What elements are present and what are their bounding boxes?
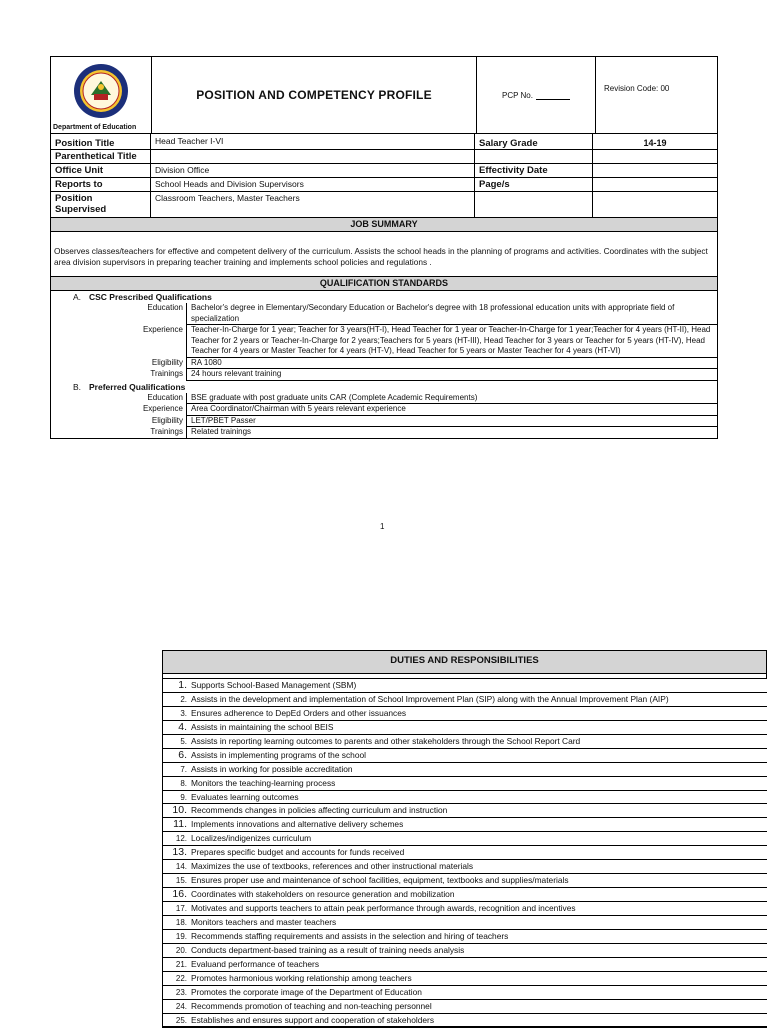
qualification-standards-heading: QUALIFICATION STANDARDS: [51, 277, 717, 291]
qualification-value: Area Coordinator/Chairman with 5 years relevant experience: [187, 404, 717, 416]
duty-number: 13.: [172, 846, 187, 859]
pcp-label: PCP No.: [502, 90, 533, 100]
duty-number: 10.: [172, 804, 187, 817]
salary-grade-label: Salary Grade: [475, 134, 593, 150]
duty-row: [163, 930, 767, 944]
duty-row: [163, 707, 767, 721]
csc-letter: A.: [73, 292, 82, 302]
qualification-key: Trainings: [51, 369, 187, 381]
duty-text: Recommends promotion of teaching and non-teaching personnel: [191, 1000, 432, 1011]
qualification-value: RA 1080: [187, 358, 717, 370]
parenthetical-title-label: Parenthetical Title: [51, 150, 151, 164]
duty-number: 11.: [173, 818, 187, 831]
deped-logo-cell: [51, 57, 152, 133]
empty-cell: [593, 150, 717, 164]
qualification-value: Teacher-In-Charge for 1 year; Teacher for 3 years(HT-I), Head Teacher for 1 year or Teacher-In-Charge for 1 year;Teacher for 4 years (HT-II), Head Teacher for 2 years or Teacher-In-Charge for 2 years;Teachers for 5 years (HT-III), Head Teacher for 3 years or Teacher for 5 years (HT-IV), Head Teacher for 4 years or Master Teacher for 4 years (HT-V), Head Teacher for 5 years or Master Teacher for 4 years (HT-VI): [187, 325, 717, 358]
duty-number: 6.: [178, 748, 187, 761]
duty-text: Evaluates learning outcomes: [191, 791, 299, 802]
duty-row: [163, 972, 767, 986]
duty-number: 18.: [175, 917, 187, 927]
office-unit-value: Division Office: [151, 164, 475, 178]
duty-number: 19.: [175, 931, 187, 941]
qualification-key: Trainings: [51, 427, 187, 438]
pages-value: [593, 178, 717, 192]
duty-number: 14.: [175, 862, 187, 872]
duty-row: [163, 874, 767, 888]
empty-cell: [475, 150, 593, 164]
profile-table: [50, 56, 718, 439]
parenthetical-title-value: [151, 150, 475, 164]
qualification-value: LET/PBET Passer: [187, 416, 717, 428]
reports-to-label: Reports to: [51, 178, 151, 192]
duty-text: Coordinates with stakeholders on resource generation and mobilization: [191, 889, 455, 900]
duty-number: 4.: [178, 720, 187, 733]
profile-header: [51, 57, 717, 134]
empty-cell: [593, 192, 717, 218]
csc-title: CSC Prescribed Qualifications: [89, 292, 212, 302]
qualification-row: [51, 325, 717, 358]
duty-row: [163, 986, 767, 1000]
duty-row: [163, 721, 767, 735]
duty-row: [163, 818, 767, 832]
duty-number: 24.: [175, 1001, 187, 1011]
qualification-row: [51, 358, 717, 370]
duty-row: [163, 888, 767, 902]
duty-row: [163, 679, 767, 693]
salary-grade-value: 14-19: [593, 134, 717, 150]
duty-text: Ensures adherence to DepEd Orders and other issuances: [191, 707, 407, 718]
duty-text: Promotes the corporate image of the Department of Education: [191, 986, 422, 997]
duty-text: Promotes harmonious working relationship among teachers: [191, 972, 412, 983]
office-unit-label: Office Unit: [51, 164, 151, 178]
duty-text: Monitors the teaching-learning process: [191, 777, 336, 788]
duty-text: Assists in implementing programs of the school: [191, 749, 367, 760]
qualification-value: Related trainings: [191, 427, 252, 436]
qualification-key: Experience: [51, 325, 187, 358]
job-summary-text: Observes classes/teachers for effective and competent delivery of the curriculum. Assists the school heads in the planning of programs and activities. Coordinates with the subject area division supervisors in preparing teacher training and implements school policies and regulations .: [51, 232, 717, 277]
duty-text: Ensures proper use and maintenance of school facilities, equipment, textbooks and supplies/materials: [191, 875, 569, 886]
pages-label: Page/s: [475, 178, 593, 192]
qualification-key: Education: [51, 393, 187, 405]
empty-cell: [475, 192, 593, 218]
duty-text: Supports School-Based Management (SBM): [191, 680, 357, 690]
position-supervised-value: Classroom Teachers, Master Teachers: [151, 192, 475, 218]
preferred-qualifications-heading: [51, 381, 717, 393]
duty-text: Recommends staffing requirements and assists in the selection and hiring of teachers: [191, 930, 509, 941]
page-number: 1: [380, 522, 385, 531]
duties-table: [162, 650, 767, 1028]
department-name: Department of Education: [53, 124, 137, 131]
preferred-letter: B.: [73, 381, 82, 392]
preferred-title: Preferred Qualifications: [89, 381, 186, 392]
qualification-key: Education: [51, 303, 187, 325]
duty-row: [163, 916, 767, 930]
duty-number: 5.: [180, 736, 187, 746]
duty-number: 3.: [180, 708, 187, 718]
duty-row: [163, 1014, 767, 1028]
duty-number: 12.: [175, 834, 187, 844]
duty-text: Monitors teachers and master teachers: [191, 916, 337, 927]
duty-text: Prepares specific budget and accounts for funds received: [191, 847, 405, 858]
duty-text: Motivates and supports teachers to attain peak performance through awards, recognition and incentives: [191, 903, 576, 913]
effectivity-date-value: [593, 164, 717, 178]
csc-qualifications-heading: [51, 291, 717, 303]
duty-number: 7.: [180, 764, 187, 774]
duty-number: 23.: [175, 987, 187, 997]
duty-row: [163, 763, 767, 777]
qualification-value: 24 hours relevant training: [187, 369, 717, 381]
position-info-grid: [51, 134, 717, 218]
duty-number: 8.: [180, 778, 187, 788]
duty-text: Conducts department-based training as a result of training needs analysis: [191, 944, 465, 955]
duty-row: [163, 749, 767, 763]
duty-text: Establishes and ensures support and cooperation of stakeholders: [191, 1014, 435, 1025]
revision-code: Revision Code: 00: [604, 84, 670, 93]
duty-number: 20.: [175, 945, 187, 955]
qualification-row: [51, 404, 717, 416]
document-title: POSITION AND COMPETENCY PROFILE: [152, 57, 477, 133]
qualification-row: [51, 303, 717, 325]
duty-text: Assists in working for possible accreditation: [191, 763, 353, 774]
qualification-value: Bachelor's degree in Elementary/Secondary Education or Bachelor's degree with 18 professional education units with appropriate field of specialization: [187, 303, 717, 325]
qualification-key: Eligibility: [51, 358, 187, 370]
duty-number: 9.: [180, 792, 187, 802]
duty-row: [163, 860, 767, 874]
duty-row: [163, 846, 767, 860]
duty-text: Maximizes the use of textbooks, references and other instructional materials: [191, 861, 474, 872]
qualification-key: Experience: [51, 404, 187, 416]
position-title-value: Head Teacher I-VI: [151, 134, 475, 150]
pcp-number: [477, 57, 596, 133]
duty-number: 1.: [178, 679, 187, 691]
effectivity-date-label: Effectivity Date: [475, 164, 593, 178]
duty-number: 16.: [172, 888, 187, 901]
duty-row: [163, 735, 767, 749]
duties-heading: DUTIES AND RESPONSIBILITIES: [163, 651, 767, 674]
duty-text: Recommends changes in policies affecting curriculum and instruction: [191, 805, 448, 816]
qualification-row: [51, 416, 717, 428]
duty-row: [163, 693, 767, 707]
duty-number: 22.: [175, 973, 187, 983]
duty-text: Localizes/indigenizes curriculum: [191, 833, 312, 844]
position-supervised-label: Position Supervised: [51, 192, 151, 218]
duty-text: Assists in the development and implementation of School Improvement Plan (SIP) along with the Annual Improvement Plan (AIP): [191, 693, 669, 704]
duty-number: 25.: [175, 1015, 187, 1025]
duty-text: Implements innovations and alternative delivery schemes: [191, 819, 404, 830]
duty-number: 15.: [175, 876, 187, 886]
qualification-row: [51, 427, 717, 438]
duties-list: [163, 679, 767, 1027]
duty-number: 17.: [175, 904, 187, 913]
duty-text: Assists in maintaining the school BEIS: [191, 721, 334, 732]
job-summary-heading: JOB SUMMARY: [51, 218, 717, 232]
duty-row: [163, 1000, 767, 1014]
duty-row: [163, 804, 767, 818]
duty-row: [163, 902, 767, 916]
duty-row: [163, 944, 767, 958]
duty-number: 2.: [180, 694, 187, 704]
deped-seal-icon: [73, 63, 129, 119]
qualification-row: [51, 393, 717, 405]
duty-row: [163, 832, 767, 846]
duty-row: [163, 791, 767, 805]
qualification-value: BSE graduate with post graduate units CAR (Complete Academic Requirements): [187, 393, 717, 405]
duty-text: Assists in reporting learning outcomes to parents and other stakeholders through the School Report Card: [191, 735, 581, 746]
duty-row: [163, 958, 767, 972]
qualification-key: Eligibility: [51, 416, 187, 428]
pcp-blank-line: [536, 91, 570, 100]
qualification-row: [51, 369, 717, 381]
duty-text: Evaluand performance of teachers: [191, 958, 320, 969]
duty-row: [163, 777, 767, 791]
duty-number: 21.: [175, 959, 187, 969]
position-title-label: Position Title: [51, 134, 151, 150]
reports-to-value: School Heads and Division Supervisors: [151, 178, 475, 192]
